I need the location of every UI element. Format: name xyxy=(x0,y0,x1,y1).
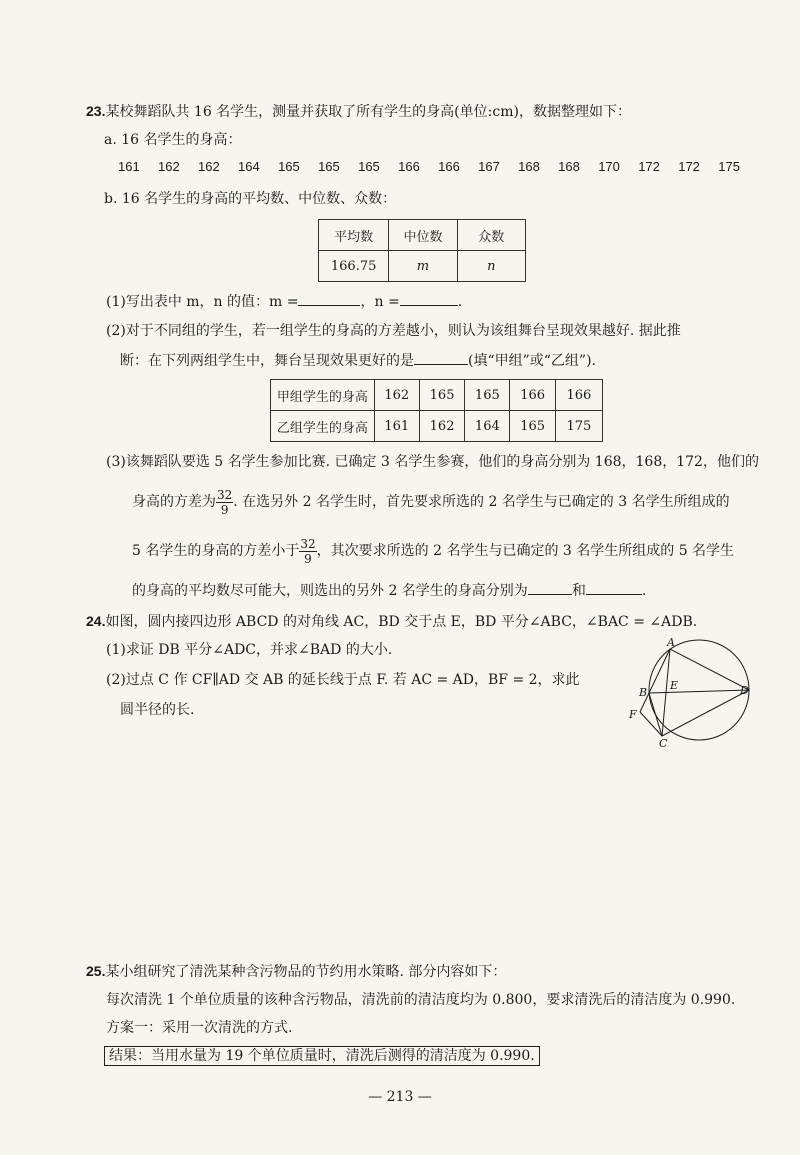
fraction-numerator: 32 xyxy=(300,536,316,551)
height-value: 165 xyxy=(318,159,340,174)
height-value: 175 xyxy=(718,159,740,174)
q23-part3-text: 和 xyxy=(571,583,586,599)
q23-part3-line2 xyxy=(132,487,730,517)
q23-part2-line1: (2)对于不同组的学生，若一组学生的身高的方差越小，则认为该组舞台呈现效果越好. 据此推 xyxy=(106,323,681,339)
answer-blank-group[interactable] xyxy=(414,350,468,365)
q23-b-label: b. 16 名学生的身高的平均数、中位数、众数： xyxy=(104,191,397,207)
q25-line2: 方案一：采用一次清洗的方式. xyxy=(106,1020,293,1036)
label-f: F xyxy=(629,708,637,721)
group-value: 165 xyxy=(465,380,510,411)
q24-part2-line1: (2)过点 C 作 CF∥AD 交 AB 的延长线于点 F. 若 AC = AD，BF = 2，求此 xyxy=(106,672,580,688)
diagonal-bd xyxy=(649,690,749,693)
q23-stem-line xyxy=(86,101,631,122)
q23-number: 23. xyxy=(86,103,106,119)
height-value: 166 xyxy=(438,159,460,174)
group-value: 164 xyxy=(465,411,510,442)
fraction-32-9 xyxy=(299,537,316,566)
height-value: 164 xyxy=(238,159,260,174)
q25-stem-line xyxy=(86,961,506,982)
q25-line1: 每次清洗 1 个单位质量的该种含污物品，清洗前的清洁度均为 0.800，要求清洗后的清洁度为 0.990. xyxy=(106,992,736,1008)
stats-value: 166.75 xyxy=(319,251,389,282)
height-value: 170 xyxy=(598,159,620,174)
q23-part2-line2 xyxy=(120,350,596,371)
q23-part2-text: 断：在下列两组学生中，舞台呈现效果更好的是 xyxy=(120,353,414,369)
q23-part3-text: 身高的方差为 xyxy=(132,494,216,510)
q23-a-label: a. 16 名学生的身高： xyxy=(104,132,242,148)
q23-part1-mid: ，n = xyxy=(360,294,400,310)
group-value: 165 xyxy=(510,411,555,442)
fraction-denominator: 9 xyxy=(304,551,312,566)
stats-value: n xyxy=(457,251,525,282)
group-value: 162 xyxy=(374,380,419,411)
q23-part3-line3 xyxy=(132,536,734,566)
q23-part2-hint: (填“甲组”或“乙组”). xyxy=(468,353,597,369)
height-value: 161 xyxy=(118,159,140,174)
page-number: — 213 — xyxy=(368,1089,432,1105)
height-value: 166 xyxy=(398,159,420,174)
q23-part1-text: (1)写出表中 m，n 的值：m = xyxy=(106,294,299,310)
label-d: D xyxy=(740,684,749,697)
height-value: 172 xyxy=(638,159,660,174)
group-value: 175 xyxy=(555,411,602,442)
circle-quadrilateral-figure xyxy=(612,635,752,750)
height-value: 168 xyxy=(518,159,540,174)
q24-part2-line2: 圆半径的长. xyxy=(120,702,195,718)
groups-table xyxy=(270,379,603,442)
group-value: 161 xyxy=(374,411,419,442)
q25-result-box xyxy=(104,1046,540,1066)
stats-header: 平均数 xyxy=(319,220,389,251)
fraction-denominator: 9 xyxy=(220,502,229,517)
stats-header: 众数 xyxy=(457,220,525,251)
q24-number: 24. xyxy=(86,613,106,629)
q24-stem-line xyxy=(86,611,697,632)
q23-part3-text: . xyxy=(641,583,647,599)
q23-part1-end: . xyxy=(457,294,463,310)
group-value: 162 xyxy=(419,411,464,442)
q23-part3-line1: (3)该舞蹈队要选 5 名学生参加比赛. 已确定 3 名学生参赛，他们的身高分别为 168，168，172，他们的 xyxy=(106,454,759,470)
label-b: B xyxy=(639,686,648,699)
fraction-numerator: 32 xyxy=(217,487,233,502)
q23-stem: 某校舞蹈队共 16 名学生，测量并获取了所有学生的身高(单位:cm)，数据整理如下： xyxy=(105,104,631,120)
answer-blank-m[interactable] xyxy=(298,291,360,306)
answer-blank-height2[interactable] xyxy=(586,580,642,595)
q23-part1 xyxy=(106,291,462,312)
group-label: 甲组学生的身高 xyxy=(271,380,375,411)
height-value: 172 xyxy=(678,159,700,174)
label-a: A xyxy=(667,636,675,649)
group-label: 乙组学生的身高 xyxy=(271,411,375,442)
fraction-32-9 xyxy=(216,488,233,517)
stats-value: m xyxy=(389,251,457,282)
label-e: E xyxy=(670,679,679,692)
q25-stem: 某小组研究了清洗某种含污物品的节约用水策略. 部分内容如下： xyxy=(105,964,507,980)
label-c: C xyxy=(659,737,668,750)
group-value: 166 xyxy=(510,380,555,411)
q23-part3-line4 xyxy=(132,580,646,601)
q23-part3-text: 5 名学生的身高的方差小于 xyxy=(132,543,300,559)
q24-stem: 如图，圆内接四边形 ABCD 的对角线 AC，BD 交于点 E，BD 平分∠ABC，∠BAC = ∠ADB. xyxy=(105,614,698,630)
height-value: 162 xyxy=(158,159,180,174)
answer-blank-n[interactable] xyxy=(400,291,458,306)
stats-header: 中位数 xyxy=(389,220,457,251)
q23-part3-text: ，其次要求所选的 2 名学生与已确定的 3 名学生所组成的 5 名学生 xyxy=(316,543,735,559)
q24-part1: (1)求证 DB 平分∠ADC，并求∠BAD 的大小. xyxy=(106,642,393,658)
height-value: 168 xyxy=(558,159,580,174)
height-value: 167 xyxy=(478,159,500,174)
height-value: 162 xyxy=(198,159,220,174)
group-value: 166 xyxy=(555,380,602,411)
q23-part3-text: 的身高的平均数尽可能大，则选出的另外 2 名学生的身高分别为 xyxy=(132,583,528,599)
height-value: 165 xyxy=(278,159,300,174)
group-value: 165 xyxy=(419,380,464,411)
height-value: 165 xyxy=(358,159,380,174)
q25-result: 结果：当用水量为 19 个单位质量时，清洗后测得的清洁度为 0.990. xyxy=(104,1046,540,1066)
q23-part3-text: . 在选另外 2 名学生时，首先要求所选的 2 名学生与已确定的 3 名学生所组成的 xyxy=(233,494,730,510)
stats-table xyxy=(318,219,526,282)
heights-list xyxy=(118,159,740,174)
answer-blank-height1[interactable] xyxy=(528,580,572,595)
q25-number: 25. xyxy=(86,963,106,979)
